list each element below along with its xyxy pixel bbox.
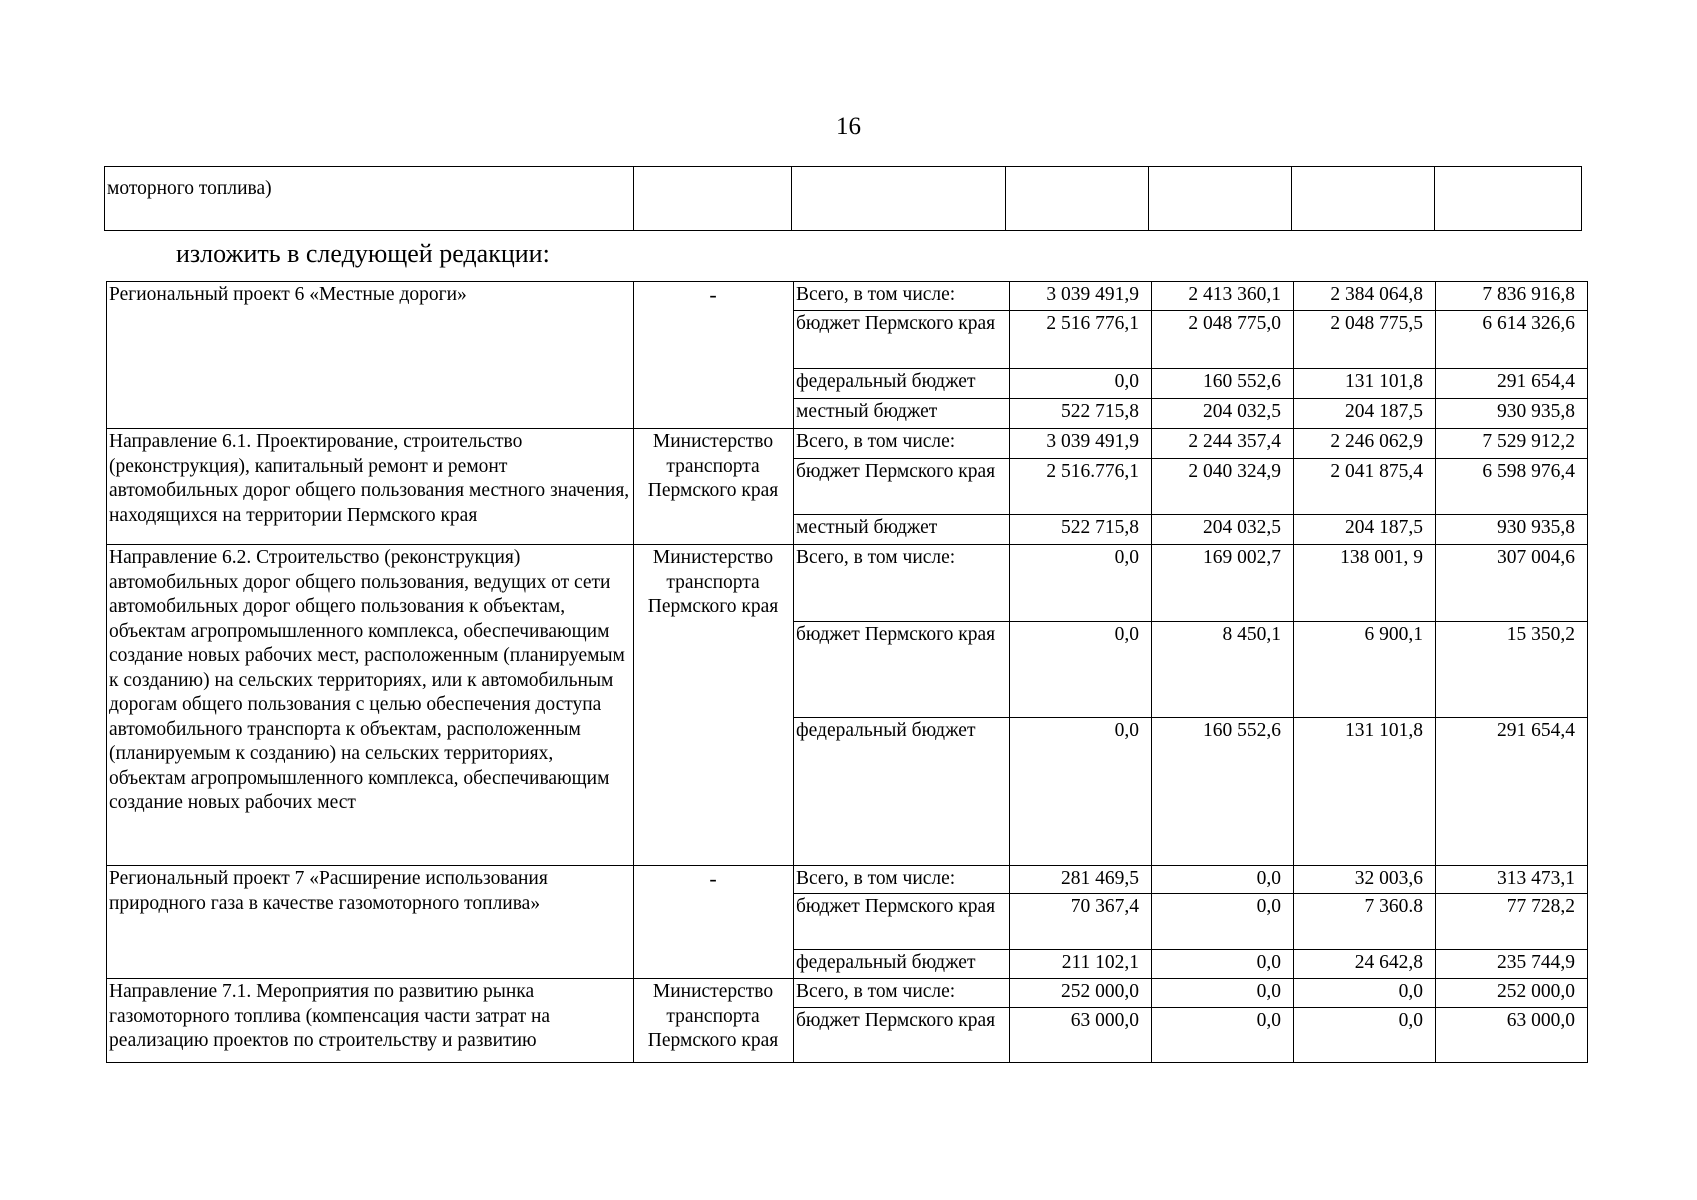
value-cell: 160 552,6 — [1152, 718, 1294, 866]
funding-source: федеральный бюджет — [794, 369, 1010, 399]
value-cell: 131 101,8 — [1294, 718, 1436, 866]
value-cell: 0,0 — [1010, 718, 1152, 866]
project-name: Региональный проект 6 «Местные дороги» — [107, 282, 634, 429]
value-cell: 6 900,1 — [1294, 622, 1436, 718]
value-cell: 0,0 — [1010, 622, 1152, 718]
table-row — [105, 167, 1582, 231]
value-cell: 0,0 — [1152, 866, 1294, 894]
value-cell: 8 450,1 — [1152, 622, 1294, 718]
value-cell: 2 041 875,4 — [1294, 459, 1436, 515]
funding-source: федеральный бюджет — [794, 950, 1010, 979]
value-cell: 204 032,5 — [1152, 515, 1294, 545]
budget-table — [106, 281, 1588, 1063]
value-cell: 2 040 324,9 — [1152, 459, 1294, 515]
executor-cell: Министерство транспорта Пермского края — [634, 979, 794, 1063]
total-cell: 252 000,0 — [1436, 979, 1588, 1008]
executor-cell: - — [634, 866, 794, 979]
funding-source: бюджет Пермского края — [794, 894, 1010, 950]
total-cell: 307 004,6 — [1436, 545, 1588, 622]
funding-source: Всего, в том числе: — [794, 282, 1010, 311]
value-cell: 3 039 491,9 — [1010, 429, 1152, 459]
executor-cell: Министерство транспорта Пермского края — [634, 545, 794, 866]
executor-cell: - — [634, 282, 794, 429]
table-row — [107, 282, 1588, 311]
table-row — [107, 545, 1588, 622]
table-row — [107, 979, 1588, 1008]
value-cell: 204 187,5 — [1294, 515, 1436, 545]
empty-cell — [792, 167, 1006, 231]
executor-cell: Министерство транспорта Пермского края — [634, 429, 794, 545]
value-cell: 0,0 — [1010, 545, 1152, 622]
value-cell: 522 715,8 — [1010, 515, 1152, 545]
value-cell: 522 715,8 — [1010, 399, 1152, 429]
funding-source: бюджет Пермского края — [794, 622, 1010, 718]
total-cell: 291 654,4 — [1436, 369, 1588, 399]
value-cell: 2 384 064,8 — [1294, 282, 1436, 311]
value-cell: 2 516 776,1 — [1010, 311, 1152, 369]
funding-source: бюджет Пермского края — [794, 459, 1010, 515]
value-cell: 2 413 360,1 — [1152, 282, 1294, 311]
total-cell: 6 614 326,6 — [1436, 311, 1588, 369]
value-cell: 204 032,5 — [1152, 399, 1294, 429]
value-cell: 2 048 775,5 — [1294, 311, 1436, 369]
value-cell: 0,0 — [1294, 1008, 1436, 1063]
funding-source: Всего, в том числе: — [794, 979, 1010, 1008]
value-cell: 211 102,1 — [1010, 950, 1152, 979]
funding-source: бюджет Пермского края — [794, 1008, 1010, 1063]
total-cell: 235 744,9 — [1436, 950, 1588, 979]
previous-table-fragment — [104, 166, 1582, 231]
funding-source: местный бюджет — [794, 399, 1010, 429]
intro-text: изложить в следующей редакции: — [176, 239, 550, 268]
empty-cell — [1292, 167, 1435, 231]
funding-source: местный бюджет — [794, 515, 1010, 545]
funding-source: федеральный бюджет — [794, 718, 1010, 866]
total-cell: 7 529 912,2 — [1436, 429, 1588, 459]
value-cell: 131 101,8 — [1294, 369, 1436, 399]
value-cell: 138 001, 9 — [1294, 545, 1436, 622]
total-cell: 6 598 976,4 — [1436, 459, 1588, 515]
project-name: Направление 6.1. Проектирование, строительство (реконструкция), капитальный ремонт и ремонт автомобильных дорог общего пользования местного значения, находящихся на территории Пермского края — [107, 429, 634, 545]
value-cell: 252 000,0 — [1010, 979, 1152, 1008]
table-row — [107, 429, 1588, 459]
funding-source: бюджет Пермского края — [794, 311, 1010, 369]
value-cell: 0,0 — [1010, 369, 1152, 399]
value-cell: 63 000,0 — [1010, 1008, 1152, 1063]
project-name: Направление 7.1. Мероприятия по развитию рынка газомоторного топлива (компенсация части затрат на реализацию проектов по строительству и развитию — [107, 979, 634, 1063]
page-number: 16 — [836, 113, 861, 140]
value-cell: 169 002,7 — [1152, 545, 1294, 622]
empty-cell — [1006, 167, 1149, 231]
project-name: Региональный проект 7 «Расширение использования природного газа в качестве газомоторного топлива» — [107, 866, 634, 979]
value-cell: 281 469,5 — [1010, 866, 1152, 894]
value-cell: 2 516.776,1 — [1010, 459, 1152, 515]
value-cell: 160 552,6 — [1152, 369, 1294, 399]
total-cell: 930 935,8 — [1436, 515, 1588, 545]
empty-cell — [1149, 167, 1292, 231]
value-cell: 3 039 491,9 — [1010, 282, 1152, 311]
total-cell: 291 654,4 — [1436, 718, 1588, 866]
value-cell: 0,0 — [1152, 1008, 1294, 1063]
total-cell: 15 350,2 — [1436, 622, 1588, 718]
value-cell: 7 360.8 — [1294, 894, 1436, 950]
value-cell: 24 642,8 — [1294, 950, 1436, 979]
value-cell: 204 187,5 — [1294, 399, 1436, 429]
value-cell: 0,0 — [1152, 979, 1294, 1008]
project-name: Направление 6.2. Строительство (реконструкция) автомобильных дорог общего пользования, ведущих от сети автомобильных дорог общего пользования к объектам, объектам агропромышленного комплекса, обеспечивающим создание новых рабочих мест, расположенным (планируемым к созданию) на сельских территориях, или к автомобильным дорогам общего пользования с целью обеспечения доступа автомобильного транспорта к объектам, расположенным (планируемым к созданию) на сельских территориях, объектам агропромышленного комплекса, обеспечивающим создание новых рабочих мест — [107, 545, 634, 866]
funding-source: Всего, в том числе: — [794, 545, 1010, 622]
previous-fragment-text: моторного топлива) — [105, 167, 634, 231]
total-cell: 77 728,2 — [1436, 894, 1588, 950]
total-cell: 7 836 916,8 — [1436, 282, 1588, 311]
empty-cell — [1435, 167, 1582, 231]
value-cell: 0,0 — [1152, 950, 1294, 979]
value-cell: 0,0 — [1152, 894, 1294, 950]
funding-source: Всего, в том числе: — [794, 429, 1010, 459]
table-row — [107, 866, 1588, 894]
total-cell: 930 935,8 — [1436, 399, 1588, 429]
value-cell: 70 367,4 — [1010, 894, 1152, 950]
value-cell: 2 048 775,0 — [1152, 311, 1294, 369]
empty-cell — [634, 167, 792, 231]
value-cell: 2 246 062,9 — [1294, 429, 1436, 459]
total-cell: 313 473,1 — [1436, 866, 1588, 894]
total-cell: 63 000,0 — [1436, 1008, 1588, 1063]
value-cell: 2 244 357,4 — [1152, 429, 1294, 459]
value-cell: 32 003,6 — [1294, 866, 1436, 894]
value-cell: 0,0 — [1294, 979, 1436, 1008]
funding-source: Всего, в том числе: — [794, 866, 1010, 894]
